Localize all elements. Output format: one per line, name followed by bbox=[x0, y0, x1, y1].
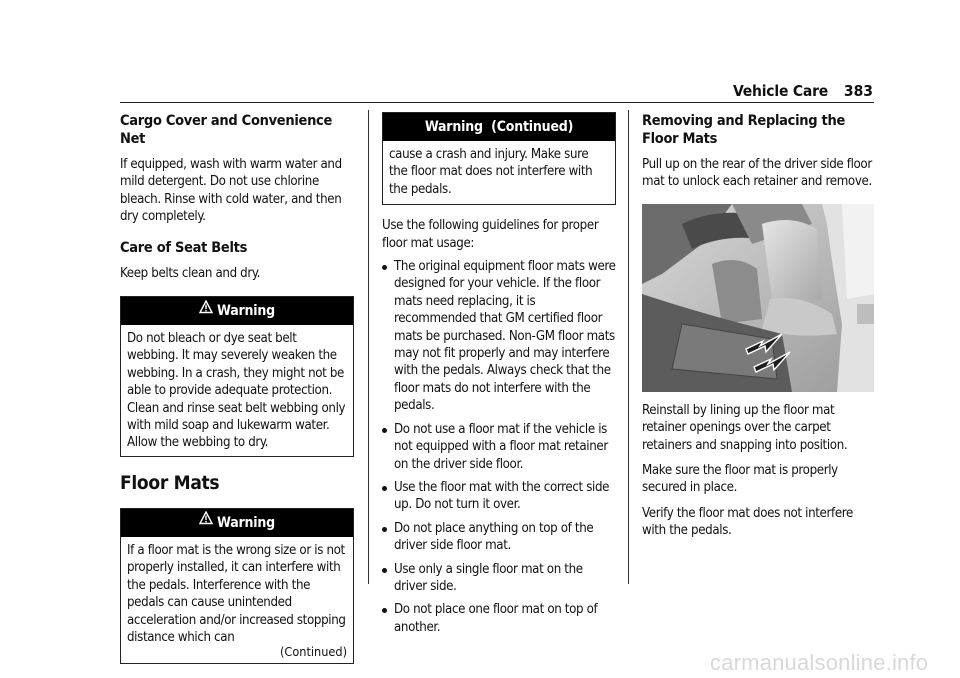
column-divider-1 bbox=[368, 110, 369, 584]
section-title: Vehicle Care bbox=[733, 82, 829, 100]
page-header bbox=[733, 82, 873, 102]
warning-text: Do not bleach or dye seat belt webbing. It may severely weaken the webbing. In a crash, they might not be able to provide adequate protection. Clean and rinse seat belt webbing only with mild soap and lukewarm water. Allow the webbing to dry. bbox=[127, 331, 346, 451]
warning-text: cause a crash and injury. Make sure the floor mat does not interfere with the pedals. bbox=[389, 147, 593, 197]
list-item: Do not use a floor mat if the vehicle is not equipped with a floor mat retainer on the driver side floor. bbox=[382, 421, 618, 473]
list-item: Do not place one floor mat on top of another. bbox=[382, 601, 618, 636]
verify-text: Verify the floor mat does not interfere with the pedals. bbox=[642, 505, 853, 539]
warning-text: If a floor mat is the wrong size or is not properly installed, it can interfere with the pedals. Interference with the pedals can cause unintended acceleration and/or increased stopping distance which can bbox=[127, 542, 346, 645]
continued-warning-box bbox=[382, 112, 616, 205]
warning-header bbox=[121, 297, 353, 325]
column-2 bbox=[382, 110, 618, 642]
cargo-text: If equipped, wash with warm water and mild detergent. Do not use chlorine bleach. Rinse with cold water, and then dry completely. bbox=[120, 157, 342, 225]
list-item: Use the floor mat with the correct side up. Do not turn it over. bbox=[382, 479, 618, 514]
header-divider bbox=[120, 102, 874, 103]
bullet-icon bbox=[382, 608, 387, 613]
bullet-icon bbox=[382, 265, 387, 270]
floor-mats-heading: Floor Mats bbox=[120, 471, 220, 494]
list-item: Use only a single floor mat on the driver side. bbox=[382, 561, 618, 596]
cargo-heading: Cargo Cover and Convenience Net bbox=[120, 113, 333, 147]
watermark: carmanualsonline.info bbox=[710, 650, 929, 675]
column-1 bbox=[120, 110, 356, 664]
removing-intro: Pull up on the rear of the driver side floor mat to unlock each retainer and remove. bbox=[642, 157, 872, 190]
list-item: Do not place anything on top of the driver side floor mat. bbox=[382, 520, 618, 555]
removing-heading: Removing and Replacing the Floor Mats bbox=[642, 113, 846, 147]
warning-title: Warning bbox=[217, 514, 275, 531]
guidelines-intro: Use the following guidelines for proper floor mat usage: bbox=[382, 218, 599, 251]
floor-mat-warning-box bbox=[120, 508, 354, 664]
secure-text: Make sure the floor mat is properly secured in place. bbox=[642, 463, 838, 496]
page-number: 383 bbox=[843, 82, 873, 100]
warning-title: Warning bbox=[217, 303, 275, 320]
seatbelts-heading: Care of Seat Belts bbox=[120, 239, 248, 256]
warning-header bbox=[383, 113, 615, 141]
bullet-icon bbox=[382, 486, 387, 491]
bullet-icon bbox=[382, 527, 387, 532]
warning-title: Warning (Continued) bbox=[424, 119, 574, 135]
reinstall-text: Reinstall by lining up the floor mat retainer openings over the carpet retainers and snapping into position. bbox=[642, 402, 848, 453]
column-3 bbox=[642, 110, 874, 540]
continued-label: (Continued) bbox=[280, 644, 347, 660]
floor-mat-photo bbox=[642, 204, 874, 392]
seatbelts-text: Keep belts clean and dry. bbox=[120, 265, 261, 281]
seatbelt-warning-box bbox=[120, 296, 354, 457]
guidelines-list bbox=[382, 258, 618, 636]
column-divider-2 bbox=[628, 110, 629, 584]
warning-header bbox=[121, 509, 353, 537]
bullet-icon bbox=[382, 428, 387, 433]
list-item: The original equipment floor mats were designed for your vehicle. If the floor mats need replacing, it is recommended that GM certified floor mats be purchased. Non-GM floor mats may not fit properly and may interfere with the pedals. Always check that the floor mats do not interfere with the pedals. bbox=[382, 258, 618, 415]
warning-triangle-icon bbox=[199, 507, 213, 535]
warning-triangle-icon bbox=[199, 296, 213, 324]
bullet-icon bbox=[382, 568, 387, 573]
